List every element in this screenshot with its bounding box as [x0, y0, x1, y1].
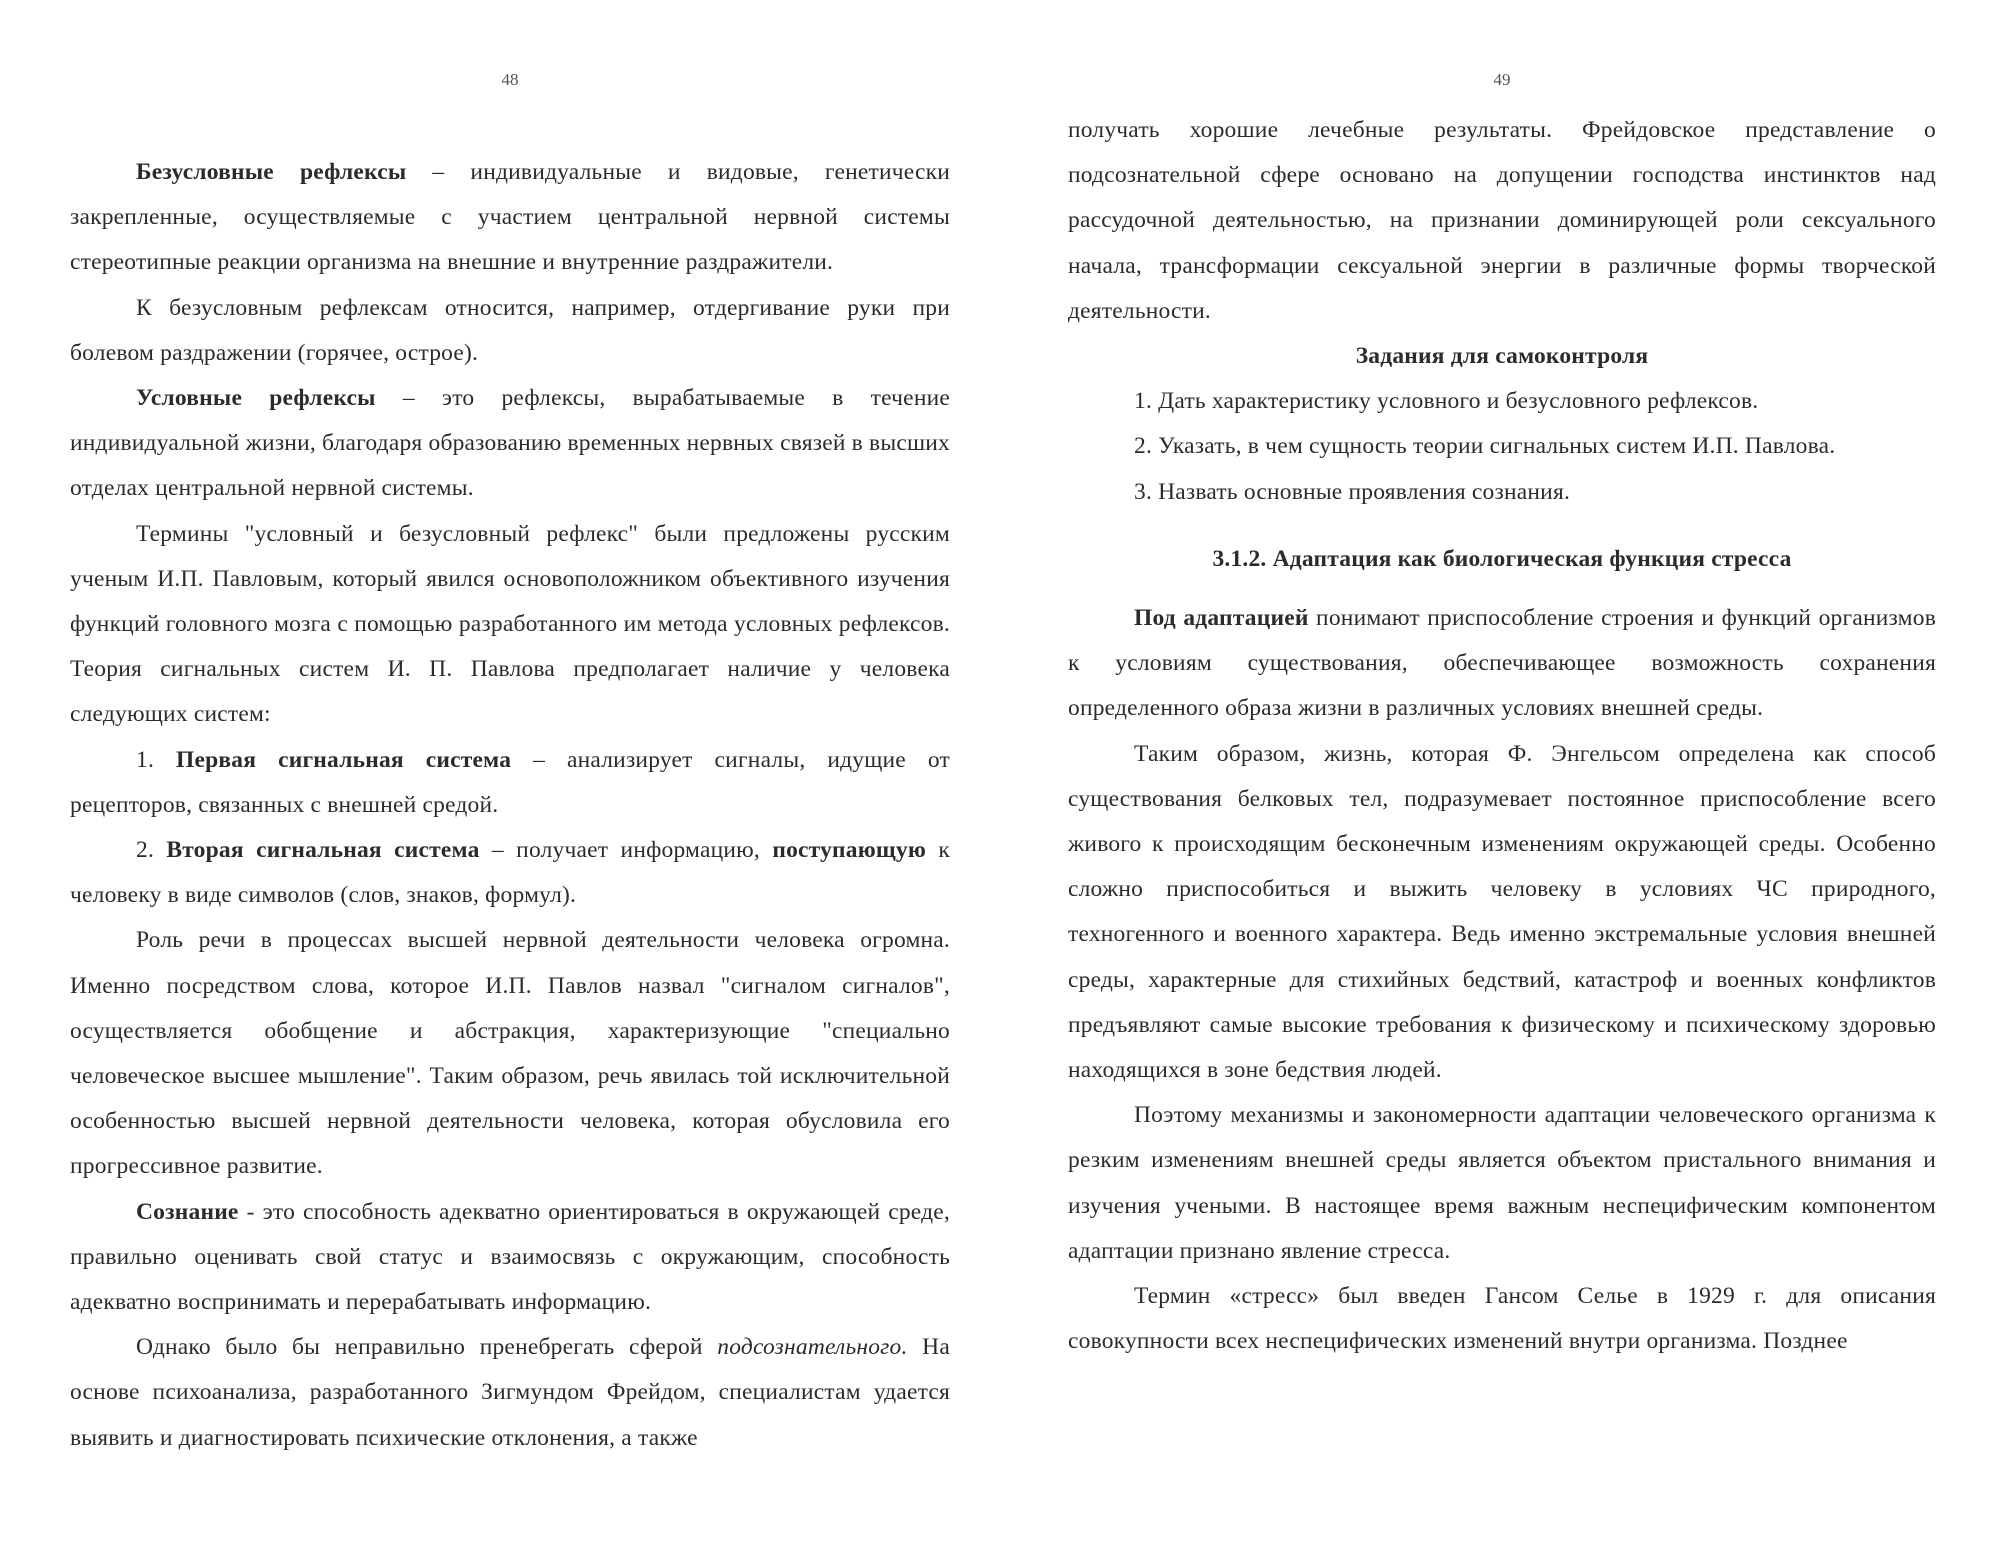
- left-page: [70, 0, 950, 1566]
- paragraph-stress-term: Термин «стресс» был введен Гансом Селье в 1929 г. для описания совокупности всех неспецифических изменений внутри организма. Позднее: [1068, 1283, 1936, 1355]
- term-second-signal-system: Вторая сигнальная система: [166, 837, 480, 864]
- right-page-text: [1068, 108, 1936, 1364]
- task-item: 2. Указать, в чем сущность теории сигнальных систем И.П. Павлова.: [1134, 433, 1836, 460]
- paragraph-second-signal-system: 2. Вторая сигнальная система – получает информацию, поступающую к человеку в виде символов (слов, знаков, формул).: [70, 837, 950, 909]
- task-item: 1. Дать характеристику условного и безусловного рефлексов.: [1134, 388, 1759, 415]
- paragraph-life-adaptation: Таким образом, жизнь, которая Ф. Энгельсом определена как способ существования белковых тел, подразумевает постоянное приспособление всего живого к происходящим бесконечным изменениям окружающей среды. Особенно сложно приспособиться и выжить человеку в условиях ЧС природного, техногенного и военного характера. Ведь именно экстремальные условия внешней среды, характерные для стихийных бедствий, катастроф и военных конфликтов предъявляют самые высокие требования к физическому и психическому здоровью находящихся в зоне бедствия людей.: [1068, 740, 1936, 1084]
- paragraph-subconscious: Однако было бы неправильно пренебрегать сферой подсознательного. На основе психоанализа, разработанного Зигмундом Фрейдом, специалистам удается выявить и диагностировать психические отклонения, а также: [70, 1334, 950, 1451]
- term-incoming: поступающую: [772, 837, 927, 864]
- paragraph-consciousness: Сознание - это способность адекватно ориентироваться в окружающей среде, правильно оценивать свой статус и взаимосвязь с окружающим, способность адекватно воспринимать и перерабатывать информацию.: [70, 1198, 950, 1316]
- term-first-signal-system: Первая сигнальная система: [175, 746, 512, 773]
- paragraph-first-signal-system: 1. Первая сигнальная система – анализирует сигналы, идущие от рецепторов, связанных с внешней средой.: [70, 746, 950, 818]
- paragraph-unconditioned-reflexes: Безусловные рефлексы – индивидуальные и видовые, генетически закрепленные, осуществляемые с участием центральной нервной системы стереотипные реакции организма на внешние и внутренние раздражители.: [70, 159, 950, 276]
- section-heading: 3.1.2. Адаптация как биологическая функция стресса: [1212, 545, 1792, 572]
- paragraph-adaptation-mechanisms: Поэтому механизмы и закономерности адаптации человеческого организма к резким изменениям внешней среды является объектом пристального внимания и изучения учеными. В настоящее время важным неспецифическим компонентом адаптации признано явление стресса.: [1068, 1102, 1936, 1264]
- right-page: [1068, 0, 1936, 1566]
- term-conditioned-reflexes: Условные рефлексы: [136, 385, 376, 412]
- left-page-text: [70, 150, 950, 1461]
- term-unconditioned-reflexes: Безусловные рефлексы: [136, 159, 407, 185]
- italic-subconscious: подсознательного.: [717, 1334, 908, 1361]
- left-page-number: 48: [501, 70, 519, 89]
- term-consciousness: Сознание: [136, 1198, 239, 1225]
- task-item: 3. Назвать основные проявления сознания.: [1134, 478, 1571, 505]
- paragraph-unconditioned-example: К безусловным рефлексам относится, например, отдергивание руки при болевом раздражении (горячее, острое).: [70, 294, 950, 366]
- paragraph-conditioned-reflexes: Условные рефлексы – это рефлексы, вырабатываемые в течение индивидуальной жизни, благодаря образованию временных нервных связей в высших отделах центральной нервной системы.: [70, 385, 950, 502]
- heading-self-control: Задания для самоконтроля: [1355, 343, 1649, 370]
- right-page-number: 49: [1493, 70, 1511, 89]
- paragraph-pavlov-terms: Термины "условный и безусловный рефлекс" были предложены русским ученым И.П. Павловым, который явился основоположником объективного изучения функций головного мозга с помощью разработанного им метода условных рефлексов. Теория сигнальных систем И. П. Павлова предполагает наличие у человека следующих систем:: [70, 520, 950, 728]
- paragraph-adaptation-definition: Под адаптацией понимают приспособление строения и функций организмов к условиям существования, обеспечивающее возможность сохранения определенного образа жизни в различных условиях внешней среды.: [1068, 605, 1936, 722]
- term-adaptation: Под адаптацией: [1134, 605, 1309, 632]
- paragraph-freud-continued: получать хорошие лечебные результаты. Фрейдовское представление о подсознательной сфере основано на допущении господства инстинктов над рассудочной деятельностью, на признании доминирующей роли сексуального начала, трансформации сексуальной энергии в различные формы творческой деятельности.: [1068, 117, 1936, 324]
- paragraph-role-of-speech: Роль речи в процессах высшей нервной деятельности человека огромна. Именно посредством слова, которое И.П. Павлов назвал "сигналом сигналов", осуществляется обобщение и абстракция, характеризующие "специально человеческое высшее мышление". Таким образом, речь явилась той исключительной особенностью высшей нервной деятельности человека, которая обусловила его прогрессивное развитие.: [70, 927, 950, 1180]
